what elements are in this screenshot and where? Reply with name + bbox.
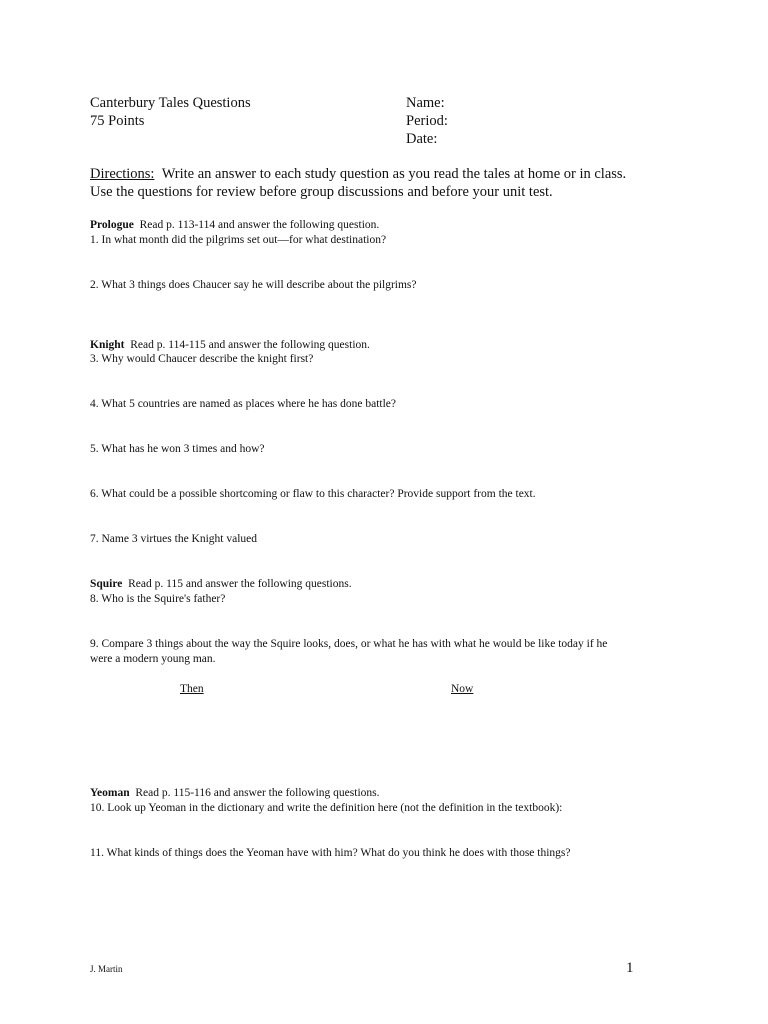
squire-heading: Squire (90, 578, 123, 590)
prologue-instruction: Read p. 113-114 and answer the following question. (139, 219, 380, 231)
question-3: 3. Why would Chaucer describe the knight first? (90, 353, 314, 365)
yeoman-heading: Yeoman (90, 787, 130, 799)
worksheet-title: Canterbury Tales Questions (90, 95, 251, 111)
prologue-heading: Prologue (90, 219, 134, 231)
then-column-header: Then (180, 683, 204, 695)
now-column-header: Now (451, 683, 474, 695)
question-1: 1. In what month did the pilgrims set out—for what destination? (90, 234, 387, 246)
question-9-line-2: were a modern young man. (90, 653, 216, 665)
name-label: Name: (406, 95, 445, 111)
period-label: Period: (406, 113, 448, 129)
page-number: 1 (626, 960, 634, 976)
prologue-section-header (90, 218, 379, 233)
question-2: 2. What 3 things does Chaucer say he will describe about the pilgrims? (90, 279, 417, 291)
squire-section-header (90, 577, 352, 592)
yeoman-section-header (90, 786, 380, 801)
knight-section-header (90, 338, 370, 353)
knight-heading: Knight (90, 339, 125, 351)
squire-instruction: Read p. 115 and answer the following questions. (128, 578, 352, 590)
question-4: 4. What 5 countries are named as places where he has done battle? (90, 398, 397, 410)
directions-line-2: Use the questions for review before group discussions and before your unit test. (90, 184, 553, 200)
directions-label: Directions: (90, 166, 155, 182)
question-7: 7. Name 3 virtues the Knight valued (90, 533, 258, 545)
directions-line-1 (90, 166, 626, 183)
question-5: 5. What has he won 3 times and how? (90, 443, 265, 455)
question-10: 10. Look up Yeoman in the dictionary and write the definition here (not the definition in the textbook): (90, 802, 563, 814)
knight-instruction: Read p. 114-115 and answer the following question. (130, 339, 370, 351)
directions-text-1: Write an answer to each study question as you read the tales at home or in class. (161, 166, 627, 182)
question-8: 8. Who is the Squire's father? (90, 593, 226, 605)
points-label: 75 Points (90, 113, 145, 129)
yeoman-instruction: Read p. 115-116 and answer the following questions. (135, 787, 380, 799)
question-6: 6. What could be a possible shortcoming or flaw to this character? Provide support from the text. (90, 488, 536, 500)
date-label: Date: (406, 131, 438, 147)
footer-author: J. Martin (90, 964, 123, 974)
question-9-line-1: 9. Compare 3 things about the way the Squire looks, does, or what he has with what he would be like today if he (90, 638, 608, 650)
question-11: 11. What kinds of things does the Yeoman have with him? What do you think he does with those things? (90, 847, 571, 859)
